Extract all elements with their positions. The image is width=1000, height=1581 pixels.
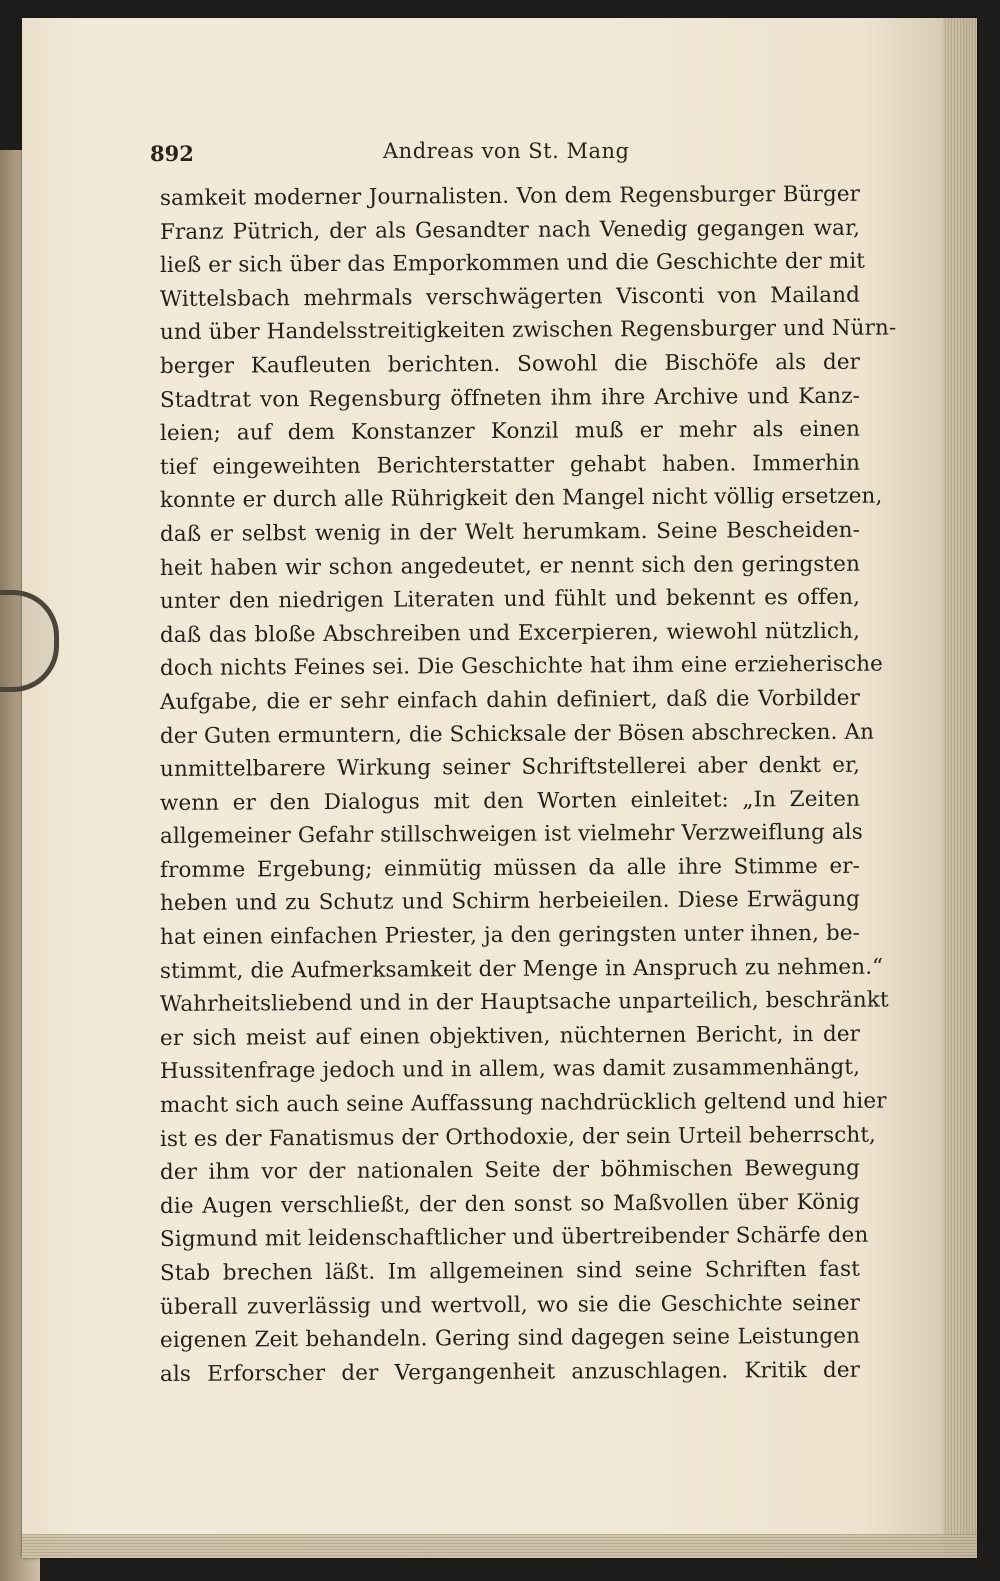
text-line: samkeit moderner Journalisten. Von dem Regensburger Bürger	[159, 181, 861, 211]
text-line: der Guten ermuntern, die Schicksale der Bösen abschrecken. An	[159, 719, 875, 749]
text-line: wenn er den Dialogus mit den Worten einleitet: „In Zeiten	[159, 786, 861, 816]
text-line: tief eingeweihten Berichterstatter gehabt haben. Immerhin	[159, 450, 861, 480]
text-line: eigenen Zeit behandeln. Gering sind dagegen seine Leistungen	[159, 1323, 861, 1354]
text-line: Sigmund mit leidenschaftlicher und übertreibender Schärfe den	[159, 1223, 869, 1253]
text-line: allgemeiner Gefahr stillschweigen ist vielmehr Verzweiflung als	[159, 819, 863, 850]
text-line: Aufgabe, die er sehr einfach dahin definiert, daß die Vorbilder	[159, 685, 861, 715]
text-line: Franz Pütrich, der als Gesandter nach Venedig gegangen war,	[159, 215, 861, 245]
body-text	[159, 181, 897, 1391]
text-line: hat einen einfachen Priester, ja den geringsten unter ihnen, be-	[159, 920, 861, 951]
text-line: überall zuverlässig und wertvoll, wo sie die Geschichte seiner	[159, 1290, 861, 1320]
text-line: macht sich auch seine Auffassung nachdrücklich geltend und hier	[159, 1088, 887, 1119]
text-line: unter den niedrigen Literaten und fühlt und bekennt es offen,	[159, 584, 861, 615]
running-title: Andreas von St. Mang	[383, 139, 630, 163]
text-line: Wahrheitsliebend und in der Hauptsache unparteilich, beschränkt	[159, 987, 889, 1018]
text-line: Hussitenfrage jedoch und in allem, was damit zusammenhängt,	[159, 1055, 861, 1085]
text-line: ließ er sich über das Emporkommen und die Geschichte der mit	[159, 248, 866, 279]
page-bottom-edge	[22, 1534, 977, 1558]
text-line: daß er selbst wenig in der Welt herumkam. Seine Bescheiden-	[159, 517, 861, 547]
text-line: als Erforscher der Vergangenheit anzuschlagen. Kritik der	[159, 1357, 861, 1387]
text-line: er sich meist auf einen objektiven, nüchternen Bericht, in der	[159, 1021, 861, 1051]
page-number: 892	[150, 141, 194, 166]
text-line: konnte er durch alle Rührigkeit den Mangel nicht völlig ersetzen,	[159, 483, 883, 514]
text-line: doch nichts Feines sei. Die Geschichte hat ihm eine erzieherische	[159, 651, 884, 682]
text-line: fromme Ergebung; einmütig müssen da alle ihre Stimme er-	[159, 853, 861, 883]
page-edge-stack	[943, 18, 977, 1558]
text-line: unmittelbarere Wirkung seiner Schriftstellerei aber denkt er,	[159, 752, 861, 783]
text-line: Stab brechen läßt. Im allgemeinen sind seine Schriften fast	[159, 1256, 861, 1286]
text-line: der ihm vor der nationalen Seite der böhmischen Bewegung	[159, 1155, 861, 1186]
text-line: stimmt, die Aufmerksamkeit der Menge in Anspruch zu nehmen.“	[159, 954, 884, 984]
text-line: berger Kaufleuten berichten. Sowohl die Bischöfe als der	[159, 349, 861, 379]
page-header	[150, 133, 850, 173]
text-line: daß das bloße Abschreiben und Excerpieren, wiewohl nützlich,	[159, 618, 861, 648]
text-line: leien; auf dem Konstanzer Konzil muß er mehr als einen	[159, 416, 861, 447]
text-line: Wittelsbach mehrmals verschwägerten Visconti von Mailand	[159, 282, 861, 312]
text-line: und über Handelsstreitigkeiten zwischen Regensburger und Nürn-	[159, 315, 897, 346]
text-line: heit haben wir schon angedeutet, er nennt sich den geringsten	[159, 551, 861, 581]
text-line: ist es der Fanatismus der Orthodoxie, der sein Urteil beherrscht,	[159, 1122, 877, 1152]
text-line: heben und zu Schutz und Schirm herbeieilen. Diese Erwägung	[159, 887, 861, 917]
text-line: Stadtrat von Regensburg öffneten ihm ihre Archive und Kanz-	[159, 383, 861, 413]
text-line: die Augen verschließt, der den sonst so Maßvollen über König	[159, 1189, 861, 1219]
